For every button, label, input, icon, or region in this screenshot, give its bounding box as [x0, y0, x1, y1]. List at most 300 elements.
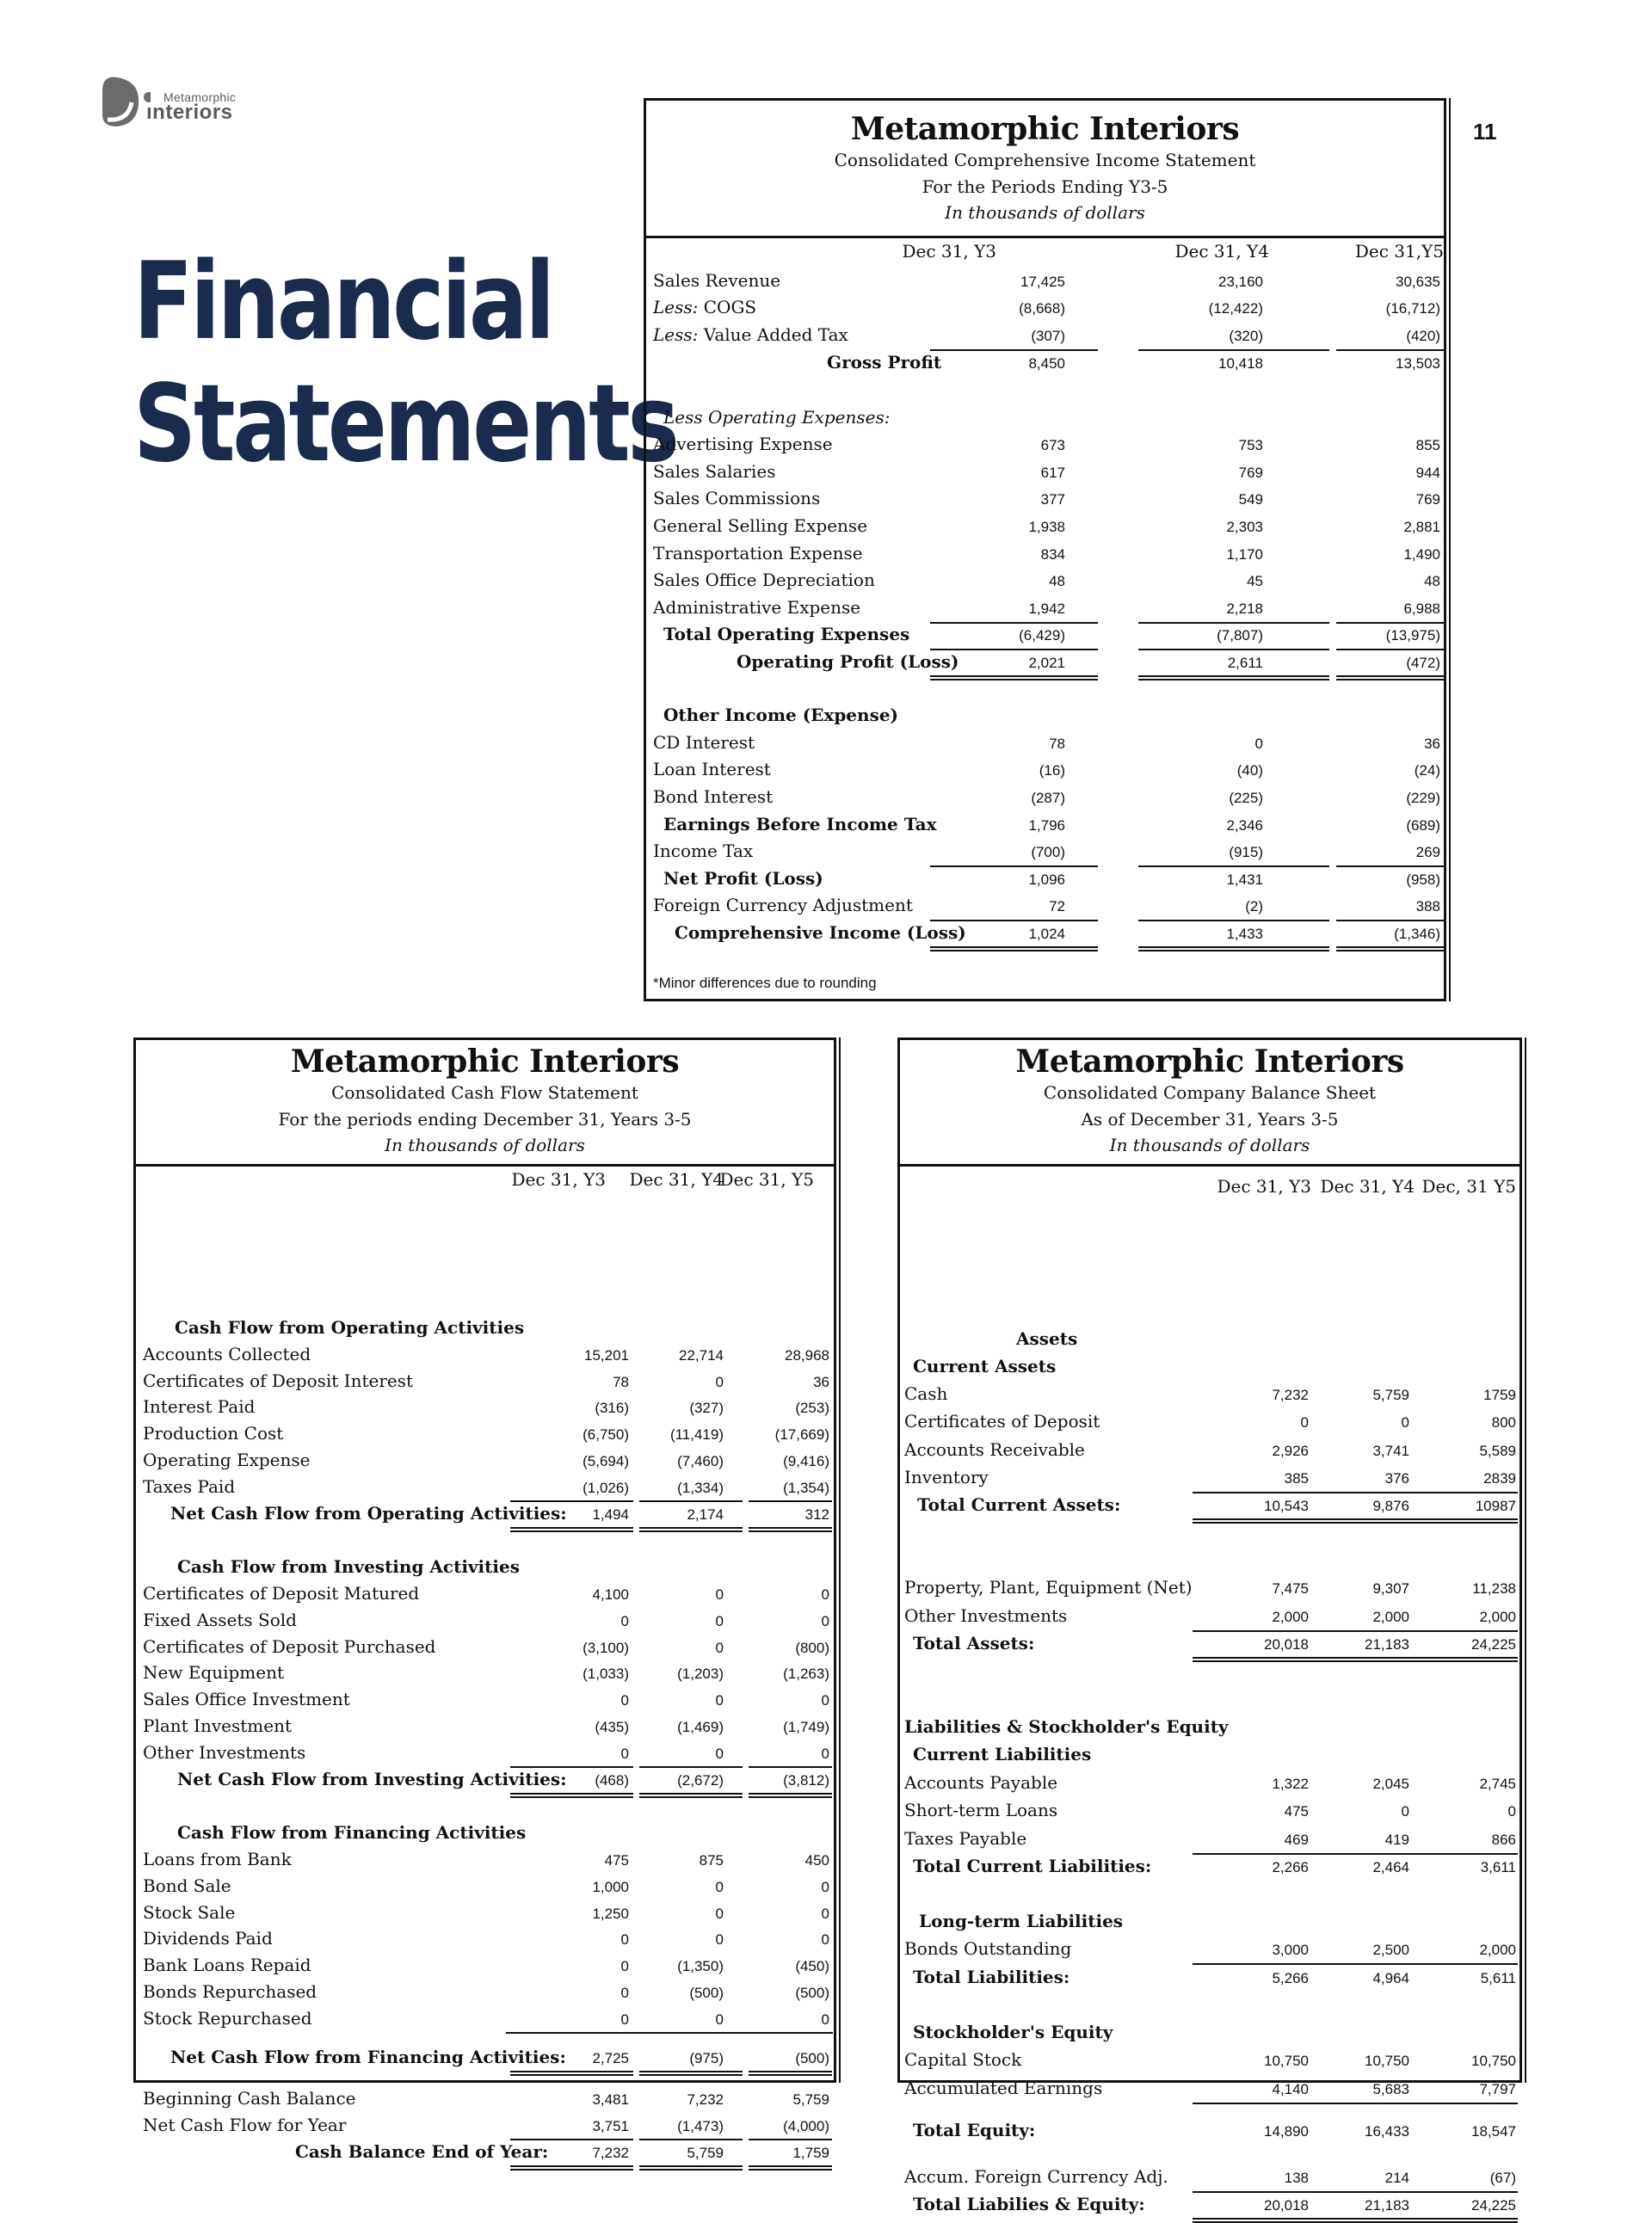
row-label: Gross Profit [827, 352, 942, 373]
row-value: 3,741 [1372, 1443, 1409, 1459]
row-value: (327) [689, 1400, 724, 1416]
cash-flow-row [136, 1554, 834, 1580]
cash-unit: In thousands of dollars [385, 1135, 585, 1155]
row-value: 673 [1040, 437, 1065, 453]
row-value: 5,759 [792, 2091, 829, 2108]
row-value: 0 [1507, 1803, 1516, 1820]
row-value: 2,500 [1372, 1942, 1409, 1958]
row-value: (958) [1406, 871, 1440, 888]
row-value: (253) [795, 1400, 829, 1416]
rule [1138, 649, 1329, 650]
row-label: Transportation Expense [653, 543, 863, 563]
balance-col-header: Dec 31, Y4 [1320, 1176, 1415, 1197]
row-value: 1,024 [1028, 926, 1065, 942]
cash-flow-row [136, 1634, 834, 1660]
double-rule [749, 1793, 832, 1798]
row-value: 475 [604, 1852, 629, 1869]
balance-sheet-row [900, 1437, 1519, 1463]
cash-flow-row [136, 1873, 834, 1900]
row-label: CD Interest [653, 732, 755, 753]
cash-flow-row [136, 1315, 834, 1341]
balance-sheet-row [900, 2117, 1519, 2144]
row-label: Operating Profit (Loss) [737, 651, 959, 672]
row-label: Sales Revenue [653, 270, 781, 291]
row-value: 269 [1415, 844, 1440, 860]
row-value: 2,045 [1372, 1776, 1409, 1792]
rule [1193, 2191, 1518, 2193]
double-rule [510, 2165, 633, 2171]
cash-col-header: Dec 31, Y3 [511, 1169, 606, 1190]
income-row [646, 730, 1444, 756]
rule [1336, 349, 1444, 351]
row-value: 0 [821, 1746, 829, 1762]
row-label: Certificates of Deposit Interest [143, 1370, 414, 1391]
cash-col-header: Dec 31, Y5 [719, 1169, 814, 1190]
rule [639, 1500, 743, 1502]
rule [639, 1766, 743, 1768]
row-value: (6,750) [583, 1426, 629, 1443]
row-value: 0 [715, 1931, 724, 1948]
row-value: 7,232 [687, 2091, 724, 2108]
row-value: 834 [1040, 546, 1065, 563]
income-statement-header [646, 101, 1444, 238]
rule [749, 1766, 832, 1768]
cash-col-header: Dec 31, Y4 [629, 1169, 724, 1190]
cash-flow-row [136, 1500, 834, 1527]
rule [749, 1500, 832, 1502]
row-label: Bonds Outstanding [904, 1938, 1072, 1959]
row-value: (472) [1406, 655, 1440, 671]
balance-company-name: Metamorphic Interiors [1015, 1044, 1404, 1080]
row-label: Bond Interest [653, 786, 774, 807]
row-value: (1,749) [783, 1719, 829, 1735]
income-row [646, 404, 1444, 431]
cash-flow-row [136, 1740, 834, 1766]
balance-sheet-row [900, 1630, 1519, 1657]
row-value: 21,183 [1365, 2197, 1409, 2214]
row-value: 7,232 [1272, 1387, 1309, 1403]
row-label: Administrative Expense [653, 597, 861, 618]
balance-sheet-row [900, 2075, 1519, 2102]
rule [1138, 349, 1329, 351]
income-row [646, 459, 1444, 485]
row-value: (9,416) [783, 1453, 829, 1469]
row-value: 2,303 [1226, 519, 1263, 535]
income-unit: In thousands of dollars [945, 202, 1145, 223]
row-value: 8,450 [1028, 355, 1065, 372]
cash-flow-row [136, 1713, 834, 1740]
balance-col-header: Dec 31, Y3 [1217, 1176, 1311, 1197]
row-value: 769 [1238, 465, 1263, 481]
row-label: Total Liabilities: [913, 1967, 1070, 1987]
row-value: 3,611 [1480, 1859, 1516, 1875]
row-value: 0 [620, 1692, 629, 1709]
cash-flow-row [136, 2112, 834, 2139]
income-row [646, 920, 1444, 946]
row-label: Capital Stock [904, 2049, 1022, 2070]
row-value: (3,812) [783, 1772, 829, 1789]
row-value: (420) [1406, 328, 1440, 344]
row-value: 1,938 [1028, 519, 1065, 535]
row-value: (1,469) [677, 1719, 724, 1735]
row-value: (229) [1406, 790, 1440, 806]
row-label: Stock Repurchased [143, 2008, 312, 2029]
row-value: (7,460) [677, 1453, 724, 1469]
income-col-header: Dec 31, Y3 [902, 241, 996, 262]
row-value: 0 [620, 1931, 629, 1948]
row-value: (320) [1229, 328, 1263, 344]
row-label: Operating Expense [143, 1450, 311, 1470]
cash-flow-row [136, 1686, 834, 1713]
row-value: 0 [715, 1692, 724, 1709]
rule [1336, 920, 1444, 921]
row-value: (8,668) [1019, 300, 1065, 317]
logo-mark-icon [99, 73, 151, 133]
double-rule [639, 1527, 743, 1532]
row-label: Net Profit (Loss) [663, 868, 823, 889]
row-value: 9,876 [1372, 1498, 1409, 1514]
row-value: (468) [595, 1772, 629, 1789]
row-label: Less: COGS [653, 297, 757, 317]
row-value: 2,745 [1479, 1776, 1516, 1792]
row-value: 2,926 [1272, 1443, 1309, 1459]
row-value: 24,225 [1471, 1636, 1516, 1653]
cash-flow-row [136, 1607, 834, 1634]
row-label: Inventory [904, 1467, 989, 1487]
row-label: Bank Loans Repaid [143, 1955, 311, 1975]
row-value: 0 [821, 1586, 829, 1603]
balance-sheet-row [900, 1326, 1519, 1352]
row-value: 18,547 [1471, 2123, 1516, 2140]
balance-sheet [897, 1038, 1522, 2214]
row-label: Accounts Collected [143, 1344, 311, 1364]
row-label: Comprehensive Income (Loss) [675, 922, 966, 943]
row-value: (11,419) [669, 1426, 724, 1443]
row-value: 214 [1384, 2170, 1409, 2186]
cash-flow-row [136, 1341, 834, 1368]
row-value: 78 [613, 1374, 629, 1390]
double-rule [1138, 675, 1329, 680]
rule [1138, 920, 1329, 921]
rule [1138, 622, 1329, 624]
row-value: 855 [1415, 437, 1440, 453]
page-title-line: Financial [133, 240, 552, 364]
row-value: 7,797 [1479, 2081, 1516, 2097]
income-row [646, 811, 1444, 838]
row-label: Current Liabilities [913, 1744, 1092, 1764]
row-value: 0 [1401, 1414, 1409, 1431]
income-row [646, 649, 1444, 675]
row-value: (1,350) [677, 1958, 724, 1974]
row-value: 312 [804, 1506, 829, 1523]
row-value: 875 [699, 1852, 724, 1869]
row-value: (1,346) [1394, 926, 1440, 942]
row-value: 22,714 [679, 1347, 724, 1364]
row-value: 72 [1049, 898, 1065, 914]
balance-sheet-row [900, 1603, 1519, 1629]
row-value: 4,964 [1372, 1970, 1409, 1986]
row-label: Loans from Bank [143, 1849, 292, 1869]
company-logo [99, 73, 237, 133]
row-value: (13,975) [1385, 627, 1440, 644]
row-value: (2,672) [677, 1772, 724, 1789]
cash-flow-row [136, 1580, 834, 1607]
row-value: 0 [715, 1374, 724, 1390]
row-value: (6,429) [1019, 627, 1065, 644]
row-value: 0 [715, 1746, 724, 1762]
row-value: 0 [620, 1746, 629, 1762]
row-value: 1,759 [792, 2145, 829, 2161]
row-value: 1,490 [1403, 546, 1440, 563]
row-value: (24) [1414, 762, 1440, 779]
row-value: 419 [1384, 1832, 1409, 1848]
income-row [646, 756, 1444, 783]
row-value: 5,589 [1479, 1443, 1516, 1459]
row-value: (689) [1406, 817, 1440, 834]
row-label: Total Liabilies & Equity: [913, 2194, 1145, 2214]
row-label: Other Income (Expense) [663, 705, 899, 725]
row-value: 3,000 [1272, 1942, 1309, 1958]
row-value: (40) [1236, 762, 1263, 779]
row-value: 48 [1424, 573, 1440, 589]
row-value: 0 [1254, 736, 1263, 752]
row-value: 30,635 [1396, 274, 1440, 290]
row-value: 4,100 [592, 1586, 629, 1603]
row-value: (1,354) [783, 1480, 829, 1496]
row-value: (1,033) [583, 1666, 629, 1682]
row-value: (435) [595, 1719, 629, 1735]
row-value: 944 [1415, 465, 1440, 481]
row-value: (1,263) [783, 1666, 829, 1682]
income-row [646, 431, 1444, 458]
balance-sheet-row [900, 1797, 1519, 1824]
double-rule [1138, 946, 1329, 951]
income-row [646, 865, 1444, 892]
row-label: Accum. Foreign Currency Adj. [904, 2166, 1168, 2187]
row-value: 2,000 [1479, 1609, 1516, 1625]
row-label: Certificates of Deposit [904, 1411, 1100, 1432]
rule [639, 2139, 743, 2140]
income-row [646, 322, 1444, 348]
row-label: Taxes Paid [143, 1476, 236, 1497]
row-value: 7,232 [592, 2145, 629, 2161]
rule [1193, 1963, 1518, 1965]
logo-text-small: Metamorphic [163, 90, 237, 104]
row-value: 1,433 [1226, 926, 1263, 942]
balance-sheet-row [900, 2019, 1519, 2046]
balance-sheet-row [900, 1936, 1519, 1962]
row-value: 0 [821, 1906, 829, 1922]
balance-sheet-row [900, 1574, 1519, 1601]
row-label: Sales Commissions [653, 488, 821, 508]
row-label: Total Current Assets: [917, 1494, 1121, 1515]
row-label: Assets [1016, 1328, 1078, 1349]
double-rule [639, 2165, 743, 2171]
row-value: (225) [1229, 790, 1263, 806]
row-value: 0 [1300, 1414, 1309, 1431]
cash-flow-row [136, 1394, 834, 1420]
double-rule [1193, 2218, 1518, 2223]
cash-flow-row [136, 1447, 834, 1474]
row-label: Dividends Paid [143, 1928, 273, 1949]
double-rule [930, 946, 1098, 951]
row-label: Cash Flow from Financing Activities [177, 1822, 527, 1843]
row-value: 11,238 [1472, 1580, 1516, 1597]
row-label: Cash Flow from Operating Activities [175, 1317, 525, 1338]
balance-sheet-row [900, 1408, 1519, 1435]
row-value: 0 [821, 1879, 829, 1895]
row-value: (5,694) [583, 1453, 629, 1469]
row-label: Foreign Currency Adjustment [653, 895, 913, 915]
row-value: 388 [1415, 898, 1440, 914]
row-label: Net Cash Flow from Financing Activities: [170, 2047, 566, 2067]
income-row [646, 702, 1444, 729]
row-value: 10,750 [1471, 2053, 1516, 2069]
row-value: (7,807) [1217, 627, 1263, 644]
row-value: (12,422) [1208, 300, 1263, 317]
cash-flow-row [136, 1368, 834, 1395]
row-value: 1759 [1483, 1387, 1516, 1403]
rule [930, 865, 1098, 867]
row-label: Other Investments [143, 1742, 306, 1763]
balance-sheet-row [900, 1770, 1519, 1796]
row-label: Certificates of Deposit Purchased [143, 1636, 436, 1657]
double-rule [930, 675, 1098, 680]
cash-flow-row [136, 1820, 834, 1846]
row-value: 0 [620, 1985, 629, 2001]
row-value: 1,431 [1226, 871, 1263, 888]
row-label: Total Assets: [913, 1633, 1035, 1653]
row-label: Stock Sale [143, 1902, 236, 1923]
row-value: (450) [795, 1958, 829, 1974]
row-label: Bonds Repurchased [143, 1981, 317, 2002]
row-value: 138 [1284, 2170, 1309, 2186]
row-value: 20,018 [1264, 1636, 1309, 1653]
income-row [646, 621, 1444, 648]
row-label: Fixed Assets Sold [143, 1610, 297, 1630]
cash-flow-row [136, 2005, 834, 2032]
row-value: 36 [813, 1374, 829, 1390]
balance-sheet-header [900, 1040, 1519, 1167]
cash-flow-statement [133, 1038, 836, 2162]
row-label: Net Cash Flow for Year [143, 2115, 347, 2135]
cash-company-name: Metamorphic Interiors [290, 1044, 680, 1080]
income-row [646, 838, 1444, 865]
row-value: (16,712) [1385, 300, 1440, 317]
double-rule [749, 2165, 832, 2171]
row-value: (287) [1031, 790, 1065, 806]
row-value: 2839 [1483, 1470, 1516, 1487]
income-row [646, 892, 1444, 919]
row-value: 2,346 [1226, 817, 1263, 834]
balance-sheet-row [900, 1741, 1519, 1768]
cash-flow-row [136, 1952, 834, 1979]
row-value: 10,750 [1365, 2053, 1409, 2069]
row-value: 23,160 [1218, 274, 1263, 290]
rule [930, 649, 1098, 650]
rule [510, 1500, 633, 1502]
row-value: 28,968 [785, 1347, 829, 1364]
row-label: Production Cost [143, 1423, 284, 1444]
cash-flow-row [136, 1979, 834, 2005]
balance-sheet-row [900, 1353, 1519, 1380]
rule [1193, 1853, 1518, 1855]
row-value: 2,611 [1227, 655, 1263, 671]
row-value: 10,418 [1218, 355, 1263, 372]
income-col-header: Dec 31,Y5 [1354, 241, 1444, 262]
row-label: Long-term Liabilities [919, 1911, 1124, 1931]
row-value: 36 [1424, 736, 1440, 752]
row-value: 2,725 [592, 2050, 629, 2066]
row-label: Beginning Cash Balance [143, 2088, 356, 2109]
balance-sheet-row [900, 1826, 1519, 1852]
row-value: (500) [795, 1985, 829, 2001]
row-value: 0 [715, 1613, 724, 1629]
row-label: Plant Investment [143, 1715, 292, 1736]
row-label: Earnings Before Income Tax [663, 814, 937, 834]
cash-flow-row [136, 1420, 834, 1447]
row-value: 450 [804, 1852, 829, 1869]
row-value: (4,000) [783, 2118, 829, 2134]
row-label: Accounts Receivable [904, 1439, 1085, 1460]
income-row [646, 594, 1444, 621]
rule [510, 2139, 633, 2140]
row-value: (500) [795, 2050, 829, 2066]
cash-period: For the periods ending December 31, Years 3-5 [278, 1109, 692, 1130]
row-value: (3,100) [583, 1640, 629, 1656]
cash-flow-row [136, 1846, 834, 1873]
rule [1193, 1630, 1518, 1632]
row-value: (500) [689, 1985, 724, 2001]
row-value: 1,796 [1028, 817, 1065, 834]
row-value: (1,203) [677, 1666, 724, 1682]
row-label: General Selling Expense [653, 515, 868, 536]
row-value: 0 [715, 1586, 724, 1603]
income-col-header: Dec 31, Y4 [1174, 241, 1269, 262]
double-rule [510, 1793, 633, 1798]
row-value: 2,174 [687, 1506, 724, 1523]
income-subtitle: Consolidated Comprehensive Income Statement [834, 150, 1256, 170]
rule [930, 920, 1098, 921]
row-value: (915) [1229, 844, 1263, 860]
row-value: 3,751 [592, 2118, 629, 2134]
page-title-line: Statements [133, 362, 677, 486]
row-value: 20,018 [1264, 2197, 1309, 2214]
row-value: 2,000 [1372, 1609, 1409, 1625]
page-title [133, 241, 677, 485]
row-label: New Equipment [143, 1662, 285, 1683]
row-value: 0 [715, 1879, 724, 1895]
row-value: 16,433 [1365, 2123, 1409, 2140]
income-period: For the Periods Ending Y3-5 [922, 176, 1168, 197]
row-value: 0 [620, 1613, 629, 1629]
row-value: 0 [821, 1931, 829, 1948]
page-number: 11 [1473, 119, 1497, 145]
row-value: 0 [620, 1958, 629, 1974]
row-label: Sales Office Depreciation [653, 570, 875, 590]
row-value: 1,000 [592, 1879, 629, 1895]
row-value: 385 [1284, 1470, 1309, 1487]
income-row [646, 349, 1444, 376]
row-value: 15,201 [584, 1347, 629, 1364]
row-value: 24,225 [1471, 2197, 1516, 2214]
row-value: 377 [1040, 491, 1065, 508]
row-value: 753 [1238, 437, 1263, 453]
row-value: 469 [1284, 1832, 1309, 1848]
row-label: Total Operating Expenses [663, 624, 910, 644]
row-label: Income Tax [653, 841, 754, 861]
balance-col-header: Dec, 31 Y5 [1421, 1176, 1516, 1197]
